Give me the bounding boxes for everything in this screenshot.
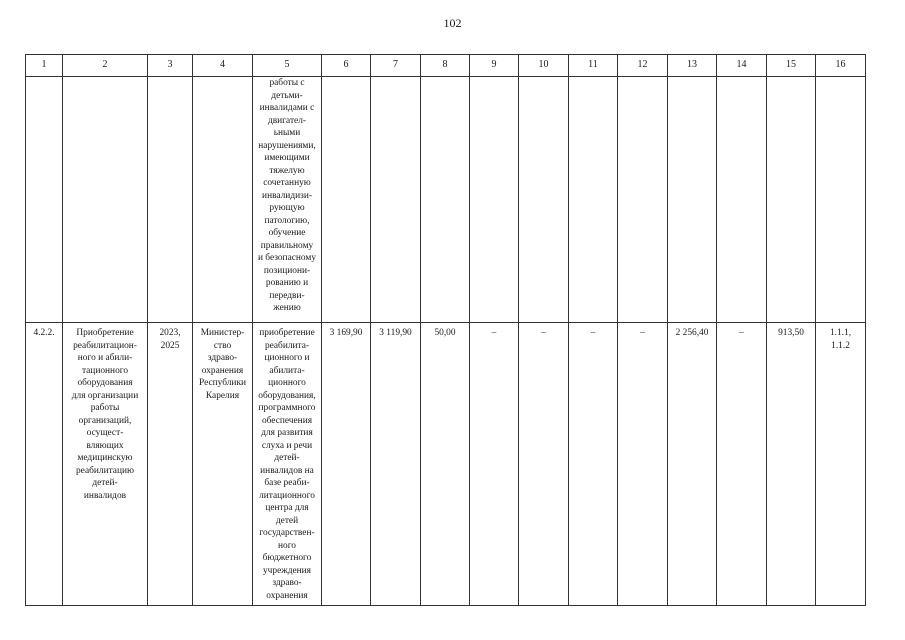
cell-value: 50,00 xyxy=(421,323,470,606)
cell-value: – xyxy=(470,323,519,606)
cell-value xyxy=(618,77,668,323)
column-header: 16 xyxy=(816,55,866,77)
cell-value xyxy=(717,77,767,323)
cell-value xyxy=(470,77,519,323)
cell-period: 2023, 2025 xyxy=(148,323,193,606)
cell-description: приобретение реабилита- ционного и абилита- ционного оборудования, программного обеспечения для развития слуха и речи детей- инвалидов на базе реаби- литационного центра для детей государствен- ного бюджетного учреждения здраво- охранения xyxy=(253,323,322,606)
cell-name: Приобретение реабилитацион- ного и абили- тационного оборудования для организации работы организаций, осущест- вляющих медицинскую реабилитацию детей- инвалидов xyxy=(63,323,148,606)
header-row xyxy=(26,55,866,77)
column-header: 2 xyxy=(63,55,148,77)
page-number: 102 xyxy=(443,16,462,30)
cell-number: 4.2.2. xyxy=(26,323,63,606)
column-header: 13 xyxy=(668,55,717,77)
cell-value xyxy=(519,77,569,323)
column-header: 6 xyxy=(322,55,371,77)
cell-value xyxy=(668,77,717,323)
cell-value: – xyxy=(519,323,569,606)
cell-value: – xyxy=(618,323,668,606)
cell-executor: Министер- ство здраво- охранения Республики Карелия xyxy=(193,323,253,606)
cell-value xyxy=(322,77,371,323)
column-header: 9 xyxy=(470,55,519,77)
column-header: 1 xyxy=(26,55,63,77)
column-header: 7 xyxy=(371,55,421,77)
cell-value xyxy=(569,77,618,323)
cell-reference xyxy=(816,77,866,323)
cell-value xyxy=(767,77,816,323)
cell-number xyxy=(26,77,63,323)
data-table xyxy=(25,54,866,606)
cell-executor xyxy=(193,77,253,323)
cell-value: 2 256,40 xyxy=(668,323,717,606)
table-row xyxy=(26,323,866,606)
column-header: 14 xyxy=(717,55,767,77)
cell-reference: 1.1.1, 1.1.2 xyxy=(816,323,866,606)
cell-value: – xyxy=(569,323,618,606)
column-header: 4 xyxy=(193,55,253,77)
column-header: 3 xyxy=(148,55,193,77)
cell-value: – xyxy=(717,323,767,606)
column-header: 10 xyxy=(519,55,569,77)
column-header: 12 xyxy=(618,55,668,77)
column-header: 8 xyxy=(421,55,470,77)
cell-description: работы с детьми- инвалидами с двигател- ьными нарушениями, имеющими тяжелую сочетанную инвалидизи- рующую патологию, обучение правильному и безопасному позициони- рованию и передви- жению xyxy=(253,77,322,323)
column-header: 15 xyxy=(767,55,816,77)
cell-value: 913,50 xyxy=(767,323,816,606)
column-header: 5 xyxy=(253,55,322,77)
cell-period xyxy=(148,77,193,323)
cell-value xyxy=(371,77,421,323)
cell-value: 3 119,90 xyxy=(371,323,421,606)
cell-value: 3 169,90 xyxy=(322,323,371,606)
table-row xyxy=(26,77,866,323)
column-header: 11 xyxy=(569,55,618,77)
cell-value xyxy=(421,77,470,323)
cell-name xyxy=(63,77,148,323)
